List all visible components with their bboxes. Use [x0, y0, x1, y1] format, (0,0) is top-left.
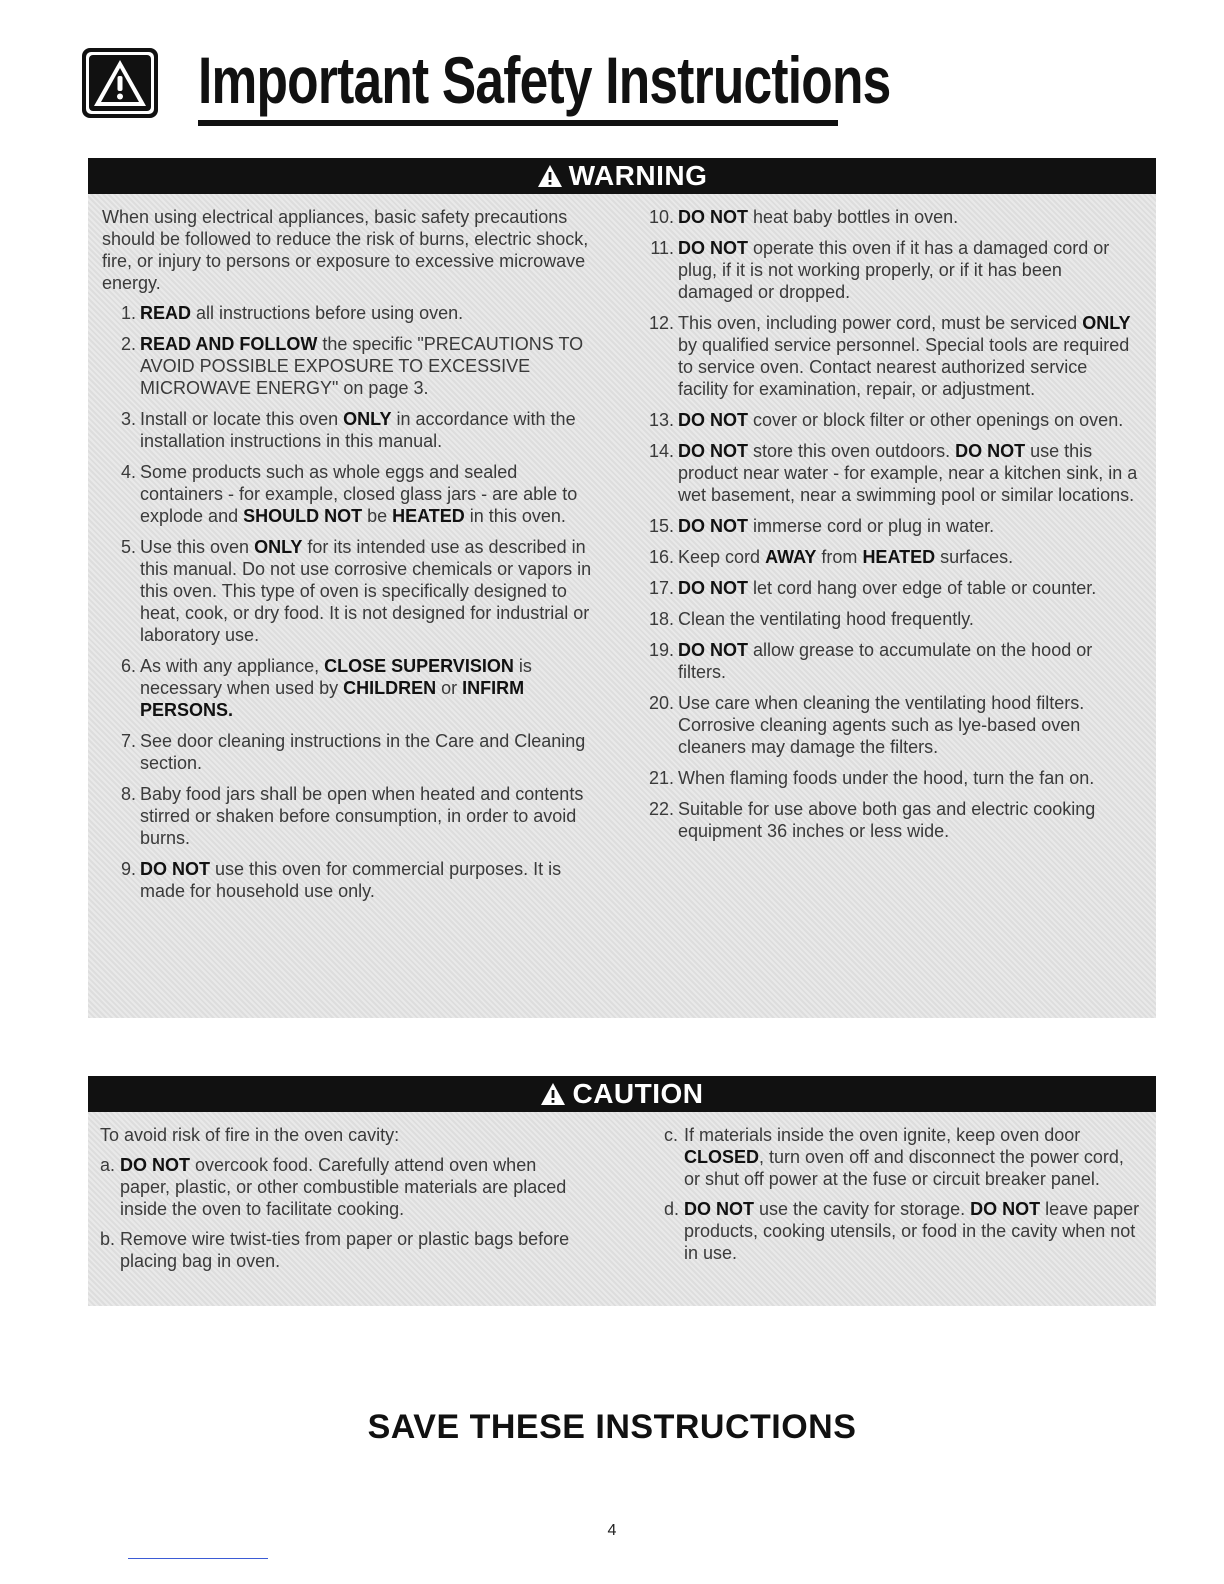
warning-item-emphasis: DO NOT — [678, 640, 748, 660]
warning-item — [640, 546, 1140, 568]
warning-item-text: immerse cord or plug in water. — [748, 516, 995, 536]
warning-item-number: 20. — [648, 693, 674, 713]
warning-item — [640, 515, 1140, 537]
caution-list-right — [664, 1124, 1142, 1264]
caution-item-number: b. — [100, 1229, 116, 1249]
warning-item-number: 9. — [120, 859, 136, 879]
warning-item-emphasis: DO NOT — [678, 578, 748, 598]
warning-item — [102, 408, 594, 452]
warning-item — [640, 639, 1140, 683]
warning-item-number: 1. — [120, 303, 136, 323]
warning-item-number: 13. — [648, 410, 674, 430]
footer-divider — [128, 1558, 268, 1559]
warning-item-emphasis: HEATED — [862, 547, 936, 567]
warning-item-number: 11. — [650, 238, 674, 258]
warning-item-emphasis: SHOULD NOT — [243, 506, 363, 526]
warning-list-left — [102, 302, 594, 902]
warning-item-text: use this oven for commercial purposes. It is made for household use only. — [140, 859, 562, 901]
warning-item-emphasis: INFIRM PERSONS. — [140, 678, 525, 720]
warning-item-text: operate this oven if it has a damaged cord or plug, if it is not working properly, or if it has been damaged or dropped. — [678, 238, 1110, 302]
warning-item-emphasis: DO NOT — [140, 859, 210, 879]
warning-item-text: for its intended use as described in this manual. Do not use corrosive chemicals or vapors in this oven. This type of oven is specifically designed to heat, cook, or dry food. It is not designed for industrial or laboratory use. — [140, 537, 592, 645]
caution-item — [664, 1124, 1142, 1190]
warning-item-text: Baby food jars shall be open when heated and contents stirred or shaken before consumption, in order to avoid burns. — [140, 784, 584, 848]
page-number: 4 — [607, 1522, 617, 1539]
warning-item — [640, 608, 1140, 630]
caution-item-emphasis: DO NOT — [970, 1199, 1041, 1219]
warning-item-text: As with any appliance, — [140, 656, 325, 676]
warning-panel — [88, 158, 1156, 1018]
warning-item-emphasis: DO NOT — [678, 238, 748, 258]
warning-item-text: in this oven. — [464, 506, 566, 526]
warning-item-emphasis: AWAY — [765, 547, 817, 567]
caution-right-column — [664, 1124, 1142, 1272]
warning-item-emphasis: CHILDREN — [343, 678, 437, 698]
caution-item-number: d. — [664, 1199, 680, 1219]
warning-item-emphasis: DO NOT — [678, 441, 748, 461]
warning-right-column — [640, 206, 1140, 851]
warning-item — [640, 206, 1140, 228]
warning-item-text: When flaming foods under the hood, turn the fan on. — [678, 768, 1095, 788]
caution-list-left — [100, 1154, 570, 1272]
warning-item-text: Use this oven — [140, 537, 255, 557]
warning-item-number: 19. — [648, 640, 674, 660]
warning-item-text: use this product near water - for example, near a kitchen sink, in a wet basement, near a swimming pool or similar locations. — [678, 441, 1138, 505]
warning-item — [640, 312, 1140, 400]
warning-item-number: 15. — [648, 516, 674, 536]
warning-item — [102, 783, 594, 849]
warning-item-text: be — [362, 506, 393, 526]
title-underline — [198, 120, 838, 126]
caution-item-text: overcook food. Carefully attend oven when paper, plastic, or other combustible materials are placed inside the oven to facilitate cooking. — [120, 1155, 567, 1219]
caution-item — [664, 1198, 1142, 1264]
warning-item-number: 16. — [648, 547, 674, 567]
warning-intro: When using electrical appliances, basic safety precautions should be followed to reduce the risk of burns, electric shock, fire, or injury to persons or exposure to excessive microwave energy. — [102, 207, 589, 293]
warning-item-text: surfaces. — [935, 547, 1014, 567]
caution-triangle-icon — [540, 1082, 566, 1106]
warning-item-number: 2. — [120, 334, 136, 354]
warning-item-text: Clean the ventilating hood frequently. — [678, 609, 974, 629]
warning-item-number: 22. — [648, 799, 674, 819]
warning-item — [640, 409, 1140, 431]
warning-item-number: 17. — [648, 578, 674, 598]
caution-item-number: a. — [100, 1155, 116, 1175]
warning-item — [102, 536, 594, 646]
warning-item-emphasis: DO NOT — [678, 207, 748, 227]
warning-label: WARNING — [568, 160, 708, 191]
warning-item-emphasis: HEATED — [392, 506, 465, 526]
warning-item-text: This oven, including power cord, must be serviced — [678, 313, 1083, 333]
warning-left-column — [102, 206, 594, 911]
warning-item — [102, 333, 594, 399]
warning-list-right — [640, 206, 1140, 842]
caution-item-text: Remove wire twist-ties from paper or plastic bags before placing bag in oven. — [120, 1229, 570, 1271]
warning-item-emphasis: DO NOT — [955, 441, 1026, 461]
caution-item-text: , turn oven off and disconnect the power cord, or shut off power at the fuse or circuit breaker panel. — [684, 1147, 1124, 1189]
warning-item-number: 21. — [648, 768, 674, 788]
warning-item-number: 4. — [120, 462, 136, 482]
warning-item — [102, 302, 594, 324]
warning-item-text: Suitable for use above both gas and electric cooking equipment 36 inches or less wide. — [678, 799, 1096, 841]
warning-item-number: 8. — [120, 784, 136, 804]
warning-item — [640, 767, 1140, 789]
warning-item-text: all instructions before using oven. — [191, 303, 464, 323]
caution-item — [100, 1154, 570, 1220]
page-title: Important Safety Instructions — [198, 43, 891, 117]
warning-item-text: Install or locate this oven — [140, 409, 344, 429]
warning-item-text: the specific "PRECAUTIONS TO AVOID POSSIBLE EXPOSURE TO EXCESSIVE MICROWAVE ENERGY" on page 3. — [140, 334, 584, 398]
warning-item — [102, 730, 594, 774]
warning-item — [102, 461, 594, 527]
warning-item-number: 18. — [648, 609, 674, 629]
warning-item-text: in accordance with the installation instructions in this manual. — [140, 409, 576, 451]
warning-item — [640, 692, 1140, 758]
warning-item-text: Keep cord — [678, 547, 766, 567]
warning-item-emphasis: DO NOT — [678, 516, 748, 536]
warning-item — [640, 798, 1140, 842]
warning-item-number: 6. — [120, 656, 136, 676]
warning-item-emphasis: READ AND FOLLOW — [140, 334, 318, 354]
warning-item-number: 12. — [648, 313, 674, 333]
warning-item-text: allow grease to accumulate on the hood or filters. — [678, 640, 1093, 682]
caution-item-emphasis: CLOSED — [684, 1147, 760, 1167]
caution-item-number: c. — [664, 1125, 679, 1145]
warning-item-emphasis: DO NOT — [678, 410, 748, 430]
warning-item — [102, 858, 594, 902]
warning-item-number: 5. — [120, 537, 136, 557]
warning-item-text: is necessary when used by — [140, 656, 532, 698]
caution-item-emphasis: DO NOT — [684, 1199, 754, 1219]
warning-item — [640, 577, 1140, 599]
warning-item — [102, 655, 594, 721]
caution-item-text: leave paper products, cooking utensils, or food in the cavity when not in use. — [684, 1199, 1140, 1263]
warning-item-number: 14. — [648, 441, 674, 461]
warning-item-number: 7. — [120, 731, 136, 751]
caution-item-text: If materials inside the oven ignite, keep oven door — [684, 1125, 1081, 1145]
warning-banner — [88, 158, 1156, 194]
warning-item-text: Use care when cleaning the ventilating hood filters. Corrosive cleaning agents such as lye-based oven cleaners may damage the filters. — [678, 693, 1085, 757]
warning-item-text: let cord hang over edge of table or counter. — [748, 578, 1097, 598]
warning-item-emphasis: ONLY — [254, 537, 303, 557]
warning-item-text: by qualified service personnel. Special tools are required to service oven. Contact nearest authorized service facility for examination, repair, or adjustment. — [678, 335, 1130, 399]
warning-item-text: See door cleaning instructions in the Care and Cleaning section. — [140, 731, 586, 773]
warning-item-emphasis: READ — [140, 303, 192, 323]
warning-item-text: store this oven outdoors. — [748, 441, 956, 461]
warning-item — [640, 440, 1140, 506]
warning-item-text: Some products such as whole eggs and sealed containers - for example, closed glass jars - are able to explode and — [140, 462, 578, 526]
warning-item-emphasis: CLOSE SUPERVISION — [324, 656, 514, 676]
warning-item-emphasis: ONLY — [343, 409, 392, 429]
caution-item-emphasis: DO NOT — [120, 1155, 190, 1175]
warning-item-text: from — [816, 547, 863, 567]
warning-item-number: 10. — [648, 207, 674, 227]
warning-item — [640, 237, 1140, 303]
warning-item-text: heat baby bottles in oven. — [748, 207, 959, 227]
caution-intro: To avoid risk of fire in the oven cavity: — [100, 1125, 400, 1145]
caution-label: CAUTION — [572, 1078, 704, 1109]
warning-triangle-icon — [537, 164, 563, 188]
caution-left-column — [100, 1124, 570, 1280]
warning-item-number: 3. — [120, 409, 136, 429]
safety-warning-icon — [82, 48, 158, 118]
caution-item-text: use the cavity for storage. — [754, 1199, 971, 1219]
caution-panel — [88, 1076, 1156, 1306]
warning-item-emphasis: ONLY — [1082, 313, 1131, 333]
warning-item-text: cover or block filter or other openings on oven. — [748, 410, 1124, 430]
page-header — [82, 40, 891, 130]
caution-banner — [88, 1076, 1156, 1112]
caution-item — [100, 1228, 570, 1272]
save-instructions-heading: SAVE THESE INSTRUCTIONS — [367, 1408, 857, 1446]
warning-item-text: or — [436, 678, 463, 698]
